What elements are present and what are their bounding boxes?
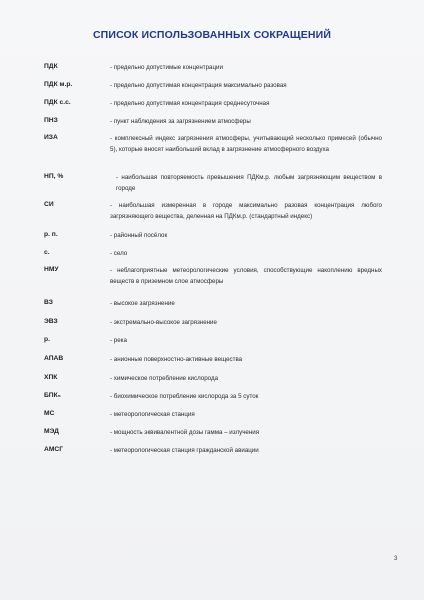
abbreviation-definition: - районный посёлок bbox=[110, 232, 168, 239]
abbreviation-definition: - метеорологическая станция bbox=[110, 411, 195, 418]
abbreviation-term: НП, % bbox=[44, 173, 64, 180]
abbreviation-definition: - биохимическое потребление кислорода за 5 суток bbox=[110, 393, 259, 400]
abbreviation-definition: - химическое потребление кислорода bbox=[110, 375, 219, 382]
abbreviation-term: ХПК bbox=[44, 374, 58, 381]
abbreviation-term: ЭВЗ bbox=[44, 318, 58, 325]
abbreviation-definition: - предельно допустимая концентрация максимально разовая bbox=[110, 82, 287, 89]
abbreviation-term: ПДК bbox=[44, 63, 58, 70]
abbreviation-term: НМУ bbox=[44, 266, 59, 273]
abbreviation-term: с. bbox=[44, 249, 50, 256]
abbreviation-definition: - наибольшая повторяемость превышения ПДКм.р. любым загрязняющим веществом в городе bbox=[116, 174, 382, 192]
abbreviation-term: р. bbox=[44, 336, 50, 343]
abbreviation-definition: - предельно допустимые концентрации bbox=[110, 64, 223, 71]
abbreviation-definition: - предельно допустимая концентрация среднесуточная bbox=[110, 100, 270, 107]
abbreviation-term: АМСГ bbox=[44, 446, 64, 453]
abbreviation-term: ПНЗ bbox=[44, 117, 58, 124]
abbreviation-definition: - экстремально-высокое загрязнение bbox=[110, 319, 217, 326]
abbreviation-term: АПАВ bbox=[44, 355, 64, 362]
abbreviation-definition: - комплексный индекс загрязнения атмосферы, учитывающий несколько примесей (обычно 5), которые вносят наибольший вклад в загрязнение атмосферного воздуха bbox=[110, 135, 382, 153]
abbreviation-term: ИЗА bbox=[44, 134, 58, 141]
abbreviation-definition: - метеорологическая станция гражданской авиации bbox=[110, 447, 259, 454]
abbreviation-term: ВЗ bbox=[44, 299, 53, 306]
abbreviation-term: МЭД bbox=[44, 428, 59, 435]
abbreviation-term: МС bbox=[44, 410, 55, 417]
page-title: СПИСОК ИСПОЛЬЗОВАННЫХ СОКРАЩЕНИЙ bbox=[92, 29, 332, 41]
abbreviation-definition: - анионные поверхностно-активные вещества bbox=[110, 356, 243, 363]
abbreviation-definition: - высокое загрязнение bbox=[110, 300, 175, 307]
abbreviation-definition: - неблагоприятные метеорологические условия, способствующие накоплению вредных веществ в приземном слое атмосферы bbox=[110, 267, 382, 285]
abbreviation-definition: - река bbox=[110, 337, 127, 344]
abbreviation-term: ПДК с.с. bbox=[44, 99, 71, 106]
page-number: 3 bbox=[394, 556, 398, 562]
abbreviation-term: р. п. bbox=[44, 231, 58, 238]
abbreviation-definition: - наибольшая измеренная в городе максимально разовая концентрация любого загрязняющего вещества, деленная на ПДКм.р. (стандартный индекс) bbox=[110, 202, 382, 220]
abbreviation-term: БПК₅ bbox=[44, 392, 61, 399]
abbreviation-term: ПДК м.р. bbox=[44, 81, 73, 88]
abbreviation-term: СИ bbox=[44, 201, 54, 208]
abbreviation-definition: - пункт наблюдения за загрязнением атмосферы bbox=[110, 118, 251, 125]
abbreviation-definition: - мощность эквивалентной дозы гамма – излучения bbox=[110, 429, 260, 436]
abbreviation-definition: - село bbox=[110, 250, 128, 257]
